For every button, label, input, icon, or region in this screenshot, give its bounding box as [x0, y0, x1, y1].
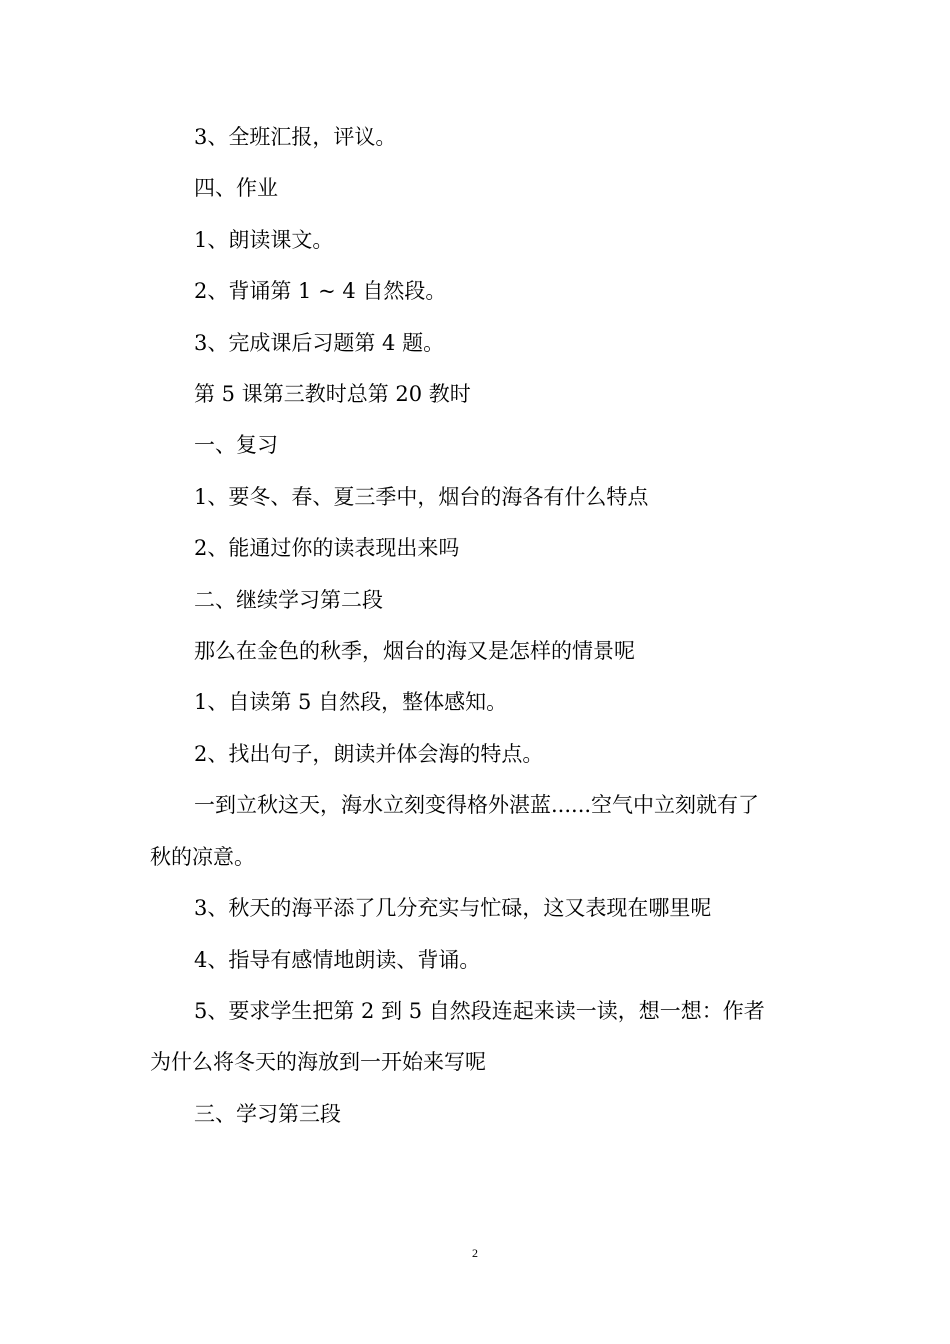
text-line: 2、背诵第 1 ~ 4 自然段。	[194, 279, 447, 304]
page-content	[150, 112, 795, 1140]
text-line-continuation: 为什么将冬天的海放到一开始来写呢	[150, 1050, 486, 1075]
text-line: 3、完成课后习题第 4 题。	[194, 330, 445, 355]
section-heading: 四、作业	[194, 176, 278, 201]
text-line: 3、秋天的海平添了几分充实与忙碌，这又表现在哪里呢	[194, 896, 712, 921]
lesson-heading: 第 5 课第三教时总第 20 教时	[194, 382, 471, 407]
section-heading: 一、复习	[194, 433, 278, 458]
text-line: 那么在金色的秋季，烟台的海又是怎样的情景呢	[194, 639, 635, 664]
text-line: 2、能通过你的读表现出来吗	[194, 536, 460, 561]
page-number: 2	[472, 1246, 478, 1260]
text-line: 2、找出句子，朗读并体会海的特点。	[194, 741, 544, 766]
text-line: 3、全班汇报，评议。	[194, 125, 397, 149]
text-line: 1、要冬、春、夏三季中，烟台的海各有什么特点	[194, 484, 649, 509]
section-heading: 二、继续学习第二段	[194, 587, 383, 612]
text-line: 1、朗读课文。	[194, 227, 334, 252]
text-line: 5、要求学生把第 2 到 5 自然段连起来读一读，想一想：作者	[194, 998, 765, 1023]
section-heading: 三、学习第三段	[194, 1101, 341, 1126]
text-line: 1、自读第 5 自然段，整体感知。	[194, 690, 508, 715]
text-line: 一到立秋这天，海水立刻变得格外湛蓝......空气中立刻就有了	[194, 793, 760, 818]
text-line: 4、指导有感情地朗读、背诵。	[194, 947, 481, 972]
text-line-continuation: 秋的凉意。	[150, 844, 255, 869]
